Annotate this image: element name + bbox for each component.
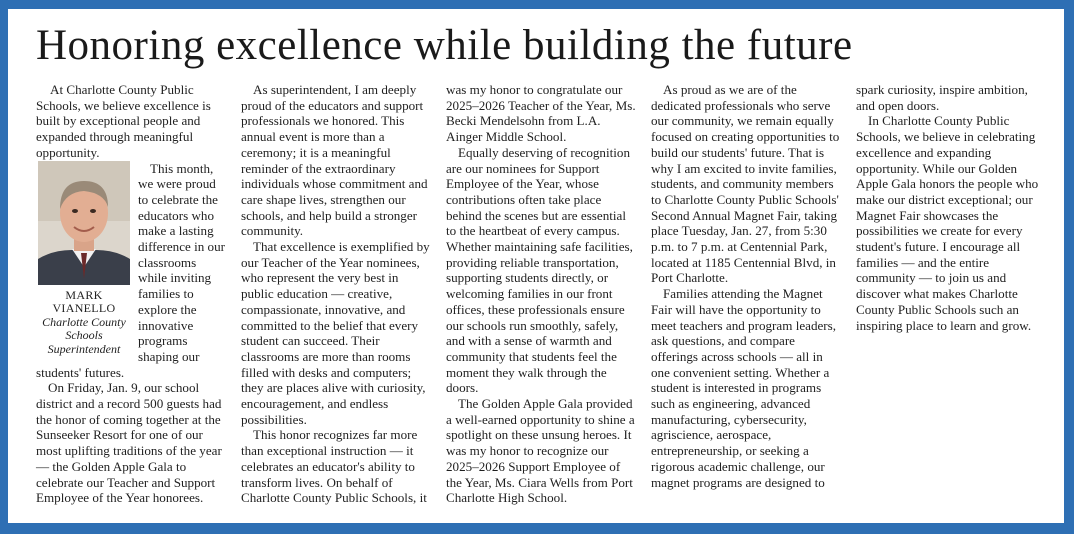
byline (36, 161, 132, 357)
paragraph: This honor recognizes far more than exceptional instruction — it celebrates an educator's ability to transform lives. On behalf of Charlotte County Public Schools, it was my honor to congratulate our 2025–2026 Teacher of the Year, Ms. Becki Mendelsohn from L.A. Ainger Middle School. (241, 82, 636, 506)
paragraph: In Charlotte County Public Schools, we believe in celebrating excellence and expanding opportunity. While our Golden Apple Gala honors the people who make our district exceptional; our Magnet Fair showcases the possibilities we create for every student's future. I encourage all families — and the entire community — to join us and discover what makes Charlotte County Public Schools such an inspiring place to learn and grow. (856, 113, 1039, 333)
author-org: Charlotte County Schools (42, 314, 126, 343)
paragraph: Equally deserving of recognition are our nominees for Support Employee of the Year, whose contributions often take place behind the scenes but are essential to the heartbeat of every campus. Whether maintaining safe facilities, providing reliable transportation, supporting students directly, or welcoming families in our front offices, these professionals ensure our schools run smoothly, safely, and with a sense of warmth and community that students feel the moment they walk through the doors. (446, 144, 633, 396)
paragraph: This month, we were proud to celebrate the educators who make a lasting difference in our classrooms while inviting families to explore the innovative programs shaping our students' futures. (36, 160, 226, 380)
paragraph: As superintendent, I am deeply proud of the educators and support professionals we honored. This annual event is more than a ceremony; it is a meaningful reminder of the extraordinary individuals whose commitment and care shape lives, strengthen our schools, and help build a stronger community. (241, 82, 428, 239)
author-last-name: VIANELLO (52, 301, 116, 316)
author-photo (38, 161, 130, 285)
paragraph: The Golden Apple Gala provided a well-earned opportunity to shine a spotlight on these unsung heroes. It was my honor to recognize our 2025–2026 Support Employee of the Year, Ms. Ciara Wells from Port Charlotte High School. (446, 396, 635, 506)
paragraph-intro: At Charlotte County Public Schools, we believe excellence is built by exceptional people and expanded through meaningful opportunity. (36, 82, 211, 160)
author-first-name: MARK (65, 287, 103, 302)
article-page (8, 9, 1064, 523)
paragraph: Families attending the Magnet Fair will have the opportunity to meet teachers and program leaders, ask questions, and compare offerings across schools — all in one convenient setting. Whether a student is interested in programs such as engineering, advanced manufacturing, cybersecurity, agriscience, aerospace, entrepreneurship, or seeking a rigorous academic challenge, our magnet programs are designed to spark curiosity, inspire ambition, and open doors. (651, 82, 1028, 490)
article-body (36, 82, 1046, 512)
paragraph: On Friday, Jan. 9, our school district and a record 500 guests had the honor of coming together at the Sunseeker Resort for one of our most uplifting traditions of the year — the Golden Apple Gala to celebrate our Teacher and Support Employee of the Year honorees. (36, 380, 222, 506)
paragraph: As proud as we are of the dedicated professionals who serve our community, we remain equally focused on creating opportunities to build our students' future. That is why I am excited to invite families, students, and community members to Charlotte County Public Schools' Second Annual Magnet Fair, taking place Tuesday, Jan. 27, from 5:30 p.m. to 7 p.m. at Centennial Park, located at 1185 Centennial Blvd, in Port Charlotte. (651, 82, 840, 286)
paragraph: That excellence is exemplified by our Teacher of the Year nominees, who represent the very best in public education — creative, compassionate, innovative, and committed to the belief that every student can succeed. Their classrooms are more than rooms filled with desks and computers; they are places alive with curiosity, encouragement, and endless possibilities. (241, 239, 430, 427)
author-role: Superintendent (47, 341, 121, 356)
headline: Honoring excellence while building the future (36, 22, 853, 69)
